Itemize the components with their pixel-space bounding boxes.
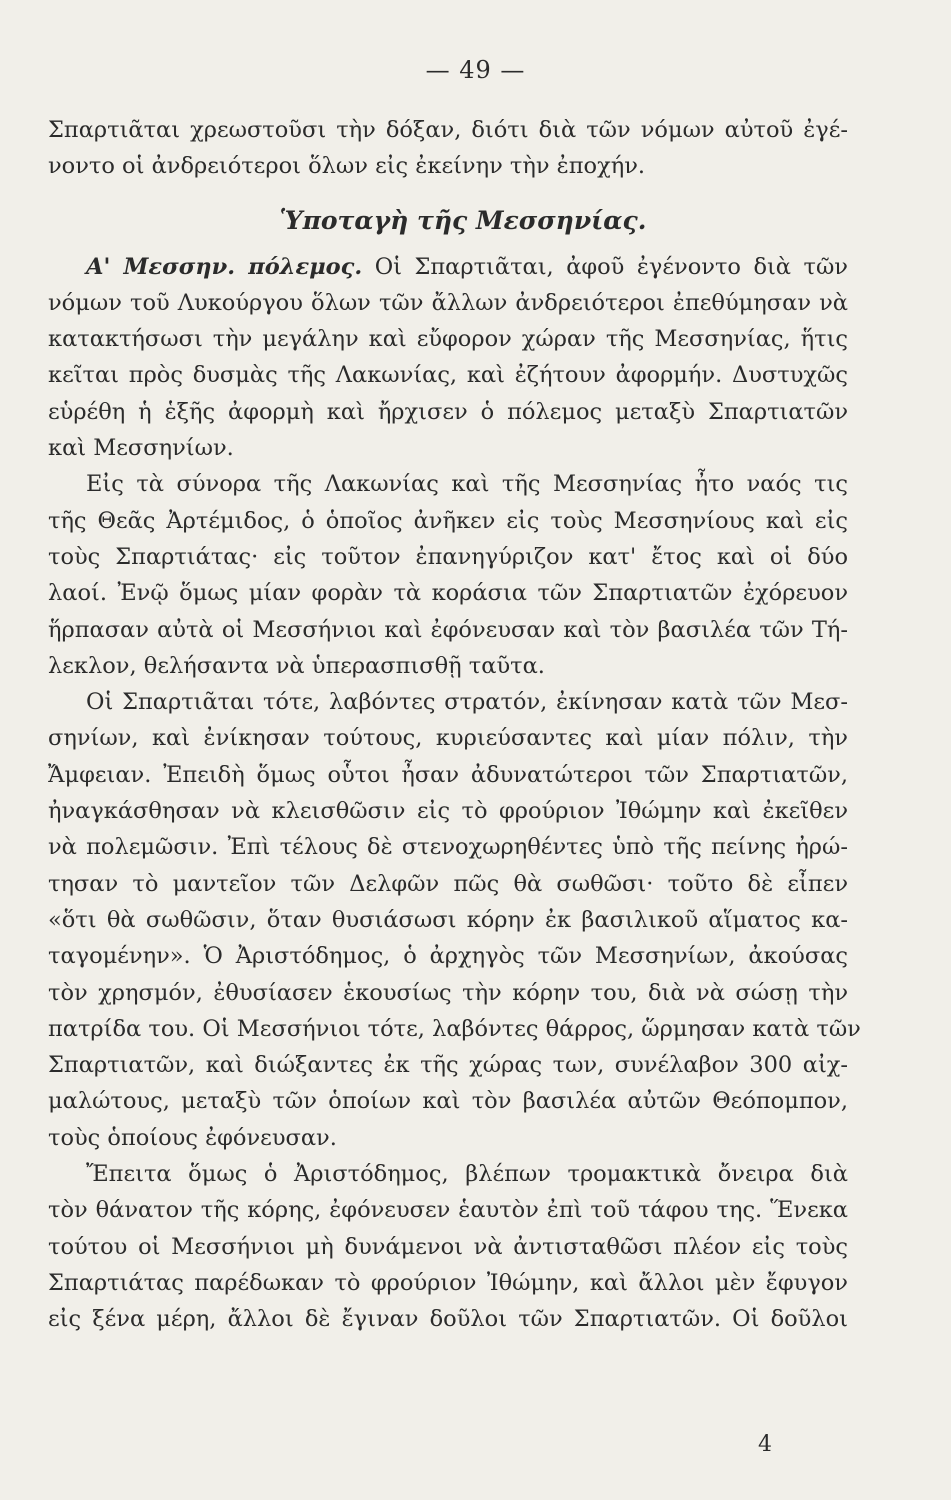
text-line: ταγομένην». Ὁ Ἀριστόδημος, ὁ ἀρχηγὸς τῶν Μεσσηνίων, ἀκούσας (48, 943, 848, 970)
text-line: Σπαρτιατῶν, καὶ διώξαντες ἐκ τῆς χώρας των, συνέλαβον 300 αἰχ- (48, 1052, 848, 1079)
text-line: σηνίων, καὶ ἐνίκησαν τούτους, κυριεύσαντες καὶ μίαν πόλιν, τὴν (48, 725, 848, 752)
signature-mark: 4 (758, 1432, 772, 1457)
text-line: τὸν θάνατον τῆς κόρης, ἐφόνευσεν ἑαυτὸν ἐπὶ τοῦ τάφου της. Ἕνεκα (48, 1197, 848, 1224)
text-line: τοὺς ὁποίους ἐφόνευσαν. (48, 1124, 337, 1151)
text-line: νόμων τοῦ Λυκούργου ὅλων τῶν ἄλλων ἀνδρειότεροι ἐπεθύμησαν νὰ (48, 289, 848, 316)
text-line: Εἰς τὰ σύνορα τῆς Λακωνίας καὶ τῆς Μεσσηνίας ἦτο ναός τις (86, 471, 848, 498)
text-line-rest: Οἱ Σπαρτιᾶται, ἀφοῦ ἐγένοντο διὰ τῶν (362, 253, 848, 280)
text-line: λαοί. Ἐνῷ ὅμως μίαν φορὰν τὰ κοράσια τῶν Σπαρτιατῶν ἐχόρευον (48, 580, 848, 607)
text-line: καὶ Μεσσηνίων. (48, 435, 234, 462)
text-line: εὑρέθη ἡ ἑξῆς ἀφορμὴ καὶ ἤρχισεν ὁ πόλεμος μεταξὺ Σπαρτιατῶν (48, 398, 848, 425)
section-lead: Α' Μεσσην. πόλεμος. (86, 253, 363, 280)
section-heading: Ὑποταγὴ τῆς Μεσσηνίας. (279, 205, 647, 235)
text-line: ἥρπασαν αὐτὰ οἱ Μεσσήνιοι καὶ ἐφόνευσαν καὶ τὸν βασιλέα τῶν Τή- (48, 616, 848, 643)
text-line: τούτου οἱ Μεσσήνιοι μὴ δυνάμενοι νὰ ἀντισταθῶσι πλέον εἰς τοὺς (48, 1233, 848, 1260)
text-line: εἰς ξένα μέρη, ἄλλοι δὲ ἔγιναν δοῦλοι τῶν Σπαρτιατῶν. Οἱ δοῦλοι (48, 1306, 848, 1333)
text-line: μαλώτους, μεταξὺ τῶν ὁποίων καὶ τὸν βασιλέα αὐτῶν Θεόπομπον, (48, 1088, 848, 1115)
text-block (48, 112, 861, 1338)
text-line: Σπαρτιᾶται χρεωστοῦσι τὴν δόξαν, διότι διὰ τῶν νόμων αὐτοῦ ἐγέ- (48, 117, 848, 143)
text-line: κατακτήσωσι τὴν μεγάλην καὶ εὔφορον χώραν τῆς Μεσσηνίας, ἥτις (48, 326, 848, 353)
text-line: πατρίδα του. Οἱ Μεσσήνιοι τότε, λαβόντες θάρρος, ὥρμησαν κατὰ τῶν (48, 1015, 861, 1042)
text-line: ἠναγκάσθησαν νὰ κλεισθῶσιν εἰς τὸ φρούριον Ἰθώμην καὶ ἐκεῖθεν (48, 798, 848, 825)
text-line: τῆς Θεᾶς Ἀρτέμιδος, ὁ ὁποῖος ἀνῆκεν εἰς τοὺς Μεσσηνίους καὶ εἰς (48, 507, 848, 534)
text-line: τοὺς Σπαρτιάτας· εἰς τοῦτον ἐπανηγύριζον κατ' ἔτος καὶ οἱ δύο (48, 543, 848, 570)
text-line: Ἄμφειαν. Ἐπειδὴ ὅμως οὗτοι ἦσαν ἀδυνατώτεροι τῶν Σπαρτιατῶν, (48, 761, 848, 788)
text-line: Ἔπειτα ὅμως ὁ Ἀριστόδημος, βλέπων τρομακτικὰ ὄνειρα διὰ (86, 1161, 848, 1188)
text-line: λεκλον, θελήσαντα νὰ ὑπερασπισθῇ ταῦτα. (48, 652, 545, 679)
text-line: νοντο οἱ ἀνδρειότεροι ὅλων εἰς ἐκείνην τὴν ἐποχήν. (48, 153, 646, 180)
text-line: Σπαρτιάτας παρέδωκαν τὸ φρούριον Ἰθώμην, καὶ ἄλλοι μὲν ἔφυγον (48, 1269, 848, 1296)
text-line: νὰ πολεμῶσιν. Ἐπὶ τέλους δὲ στενοχωρηθέντες ὑπὸ τῆς πείνης ἠρώ- (48, 834, 848, 861)
text-line: κεῖται πρὸς δυσμὰς τῆς Λακωνίας, καὶ ἐζήτουν ἀφορμήν. Δυστυχῶς (48, 362, 848, 389)
text-line: τὸν χρησμόν, ἐθυσίασεν ἑκουσίως τὴν κόρην του, διὰ νὰ σώσῃ τὴν (48, 979, 848, 1006)
text-line: τησαν τὸ μαντεῖον τῶν Δελφῶν πῶς θὰ σωθῶσι· τοῦτο δὲ εἶπεν (48, 870, 848, 897)
page-number: — 49 — (425, 56, 526, 84)
text-line (48, 249, 848, 285)
text-line: Οἱ Σπαρτιᾶται τότε, λαβόντες στρατόν, ἐκίνησαν κατὰ τῶν Μεσ- (86, 689, 848, 716)
text-line: «ὅτι θὰ σωθῶσιν, ὅταν θυσιάσωσι κόρην ἐκ βασιλικοῦ αἵματος κα- (48, 906, 848, 933)
